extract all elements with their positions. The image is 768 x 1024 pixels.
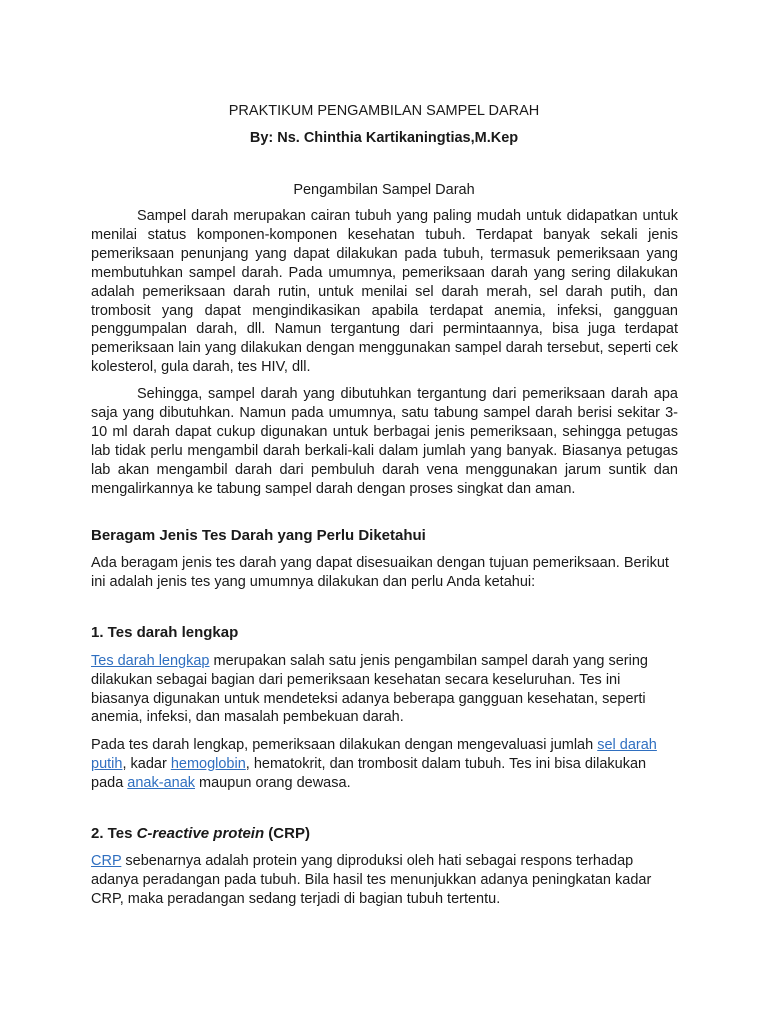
link-sel-darah-putih-1[interactable]: sel darah <box>597 737 657 753</box>
text: maupun orang dewasa. <box>195 774 351 791</box>
intro-heading: Pengambilan Sampel Darah <box>293 182 475 198</box>
link-tes-darah-lengkap[interactable]: Tes darah lengkap <box>91 653 210 669</box>
section-line-2: ini adalah jenis tes yang umumnya dilakukan dan perlu Anda ketahui: <box>91 573 536 590</box>
test1-paragraph-2 <box>91 736 691 792</box>
text: , hematokrit, dan trombosit dalam tubuh. Tes ini bisa dilakukan <box>245 755 647 772</box>
link-hemoglobin[interactable]: hemoglobin <box>170 755 246 772</box>
text: C-reactive protein <box>136 825 265 842</box>
document-title: PRAKTIKUM PENGAMBILAN SAMPEL DARAH <box>228 103 540 119</box>
text: dilakukan sebagai bagian dari pemeriksaan kesehatan secara keseluruhan. Tes ini <box>91 671 621 688</box>
section-line-1: Ada beragam jenis tes darah yang dapat disesuaikan dengan tujuan pemeriksaan. Berikut <box>91 555 669 571</box>
link-sel-darah-putih-2[interactable]: putih <box>91 755 123 772</box>
section-paragraph <box>91 554 691 592</box>
test2-heading <box>91 824 691 844</box>
intro-paragraph-1: Sampel darah merupakan cairan tubuh yang paling mudah untuk didapatkan untuk menilai status komponen-komponen kesehatan tubuh. Terdapat banyak sekali jenis pemeriksaan penunjang yang dapat dilakukan pada tubuh, termasuk pemeriksaan yang membutuhkan sampel darah. Pada umumnya, pemeriksaan darah yang sering dilakukan adalah pemeriksaan darah rutin, untuk menilai sel darah merah, sel darah putih, dan trombosit yang dapat mengindikasikan apabila terdapat anemia, infeksi, gangguan penggumpalan darah, dll. Namun tergantung dari permintaannya, bisa juga terdapat pemeriksaan lain yang dilakukan dengan menggunakan sampel darah tersebut, seperti cek kolesterol, gula darah, tes HIV, dll. <box>91 208 678 376</box>
text: CRP, maka peradangan sedang terjadi di bagian tubuh tertentu. <box>91 890 501 907</box>
text: (CRP) <box>264 825 310 842</box>
text: , kadar <box>122 755 171 772</box>
test2-paragraph <box>91 852 691 908</box>
document-author: By: Ns. Chinthia Kartikaningtias,M.Kep <box>249 130 519 146</box>
test1-heading: 1. Tes darah lengkap <box>91 624 239 641</box>
test1-paragraph-1 <box>91 652 691 727</box>
text: sebenarnya adalah protein yang diproduksi oleh hati sebagai respons terhadap <box>121 853 634 869</box>
link-anak-anak[interactable]: anak-anak <box>127 774 196 791</box>
text: 2. Tes <box>91 825 137 842</box>
text: merupakan salah satu jenis pengambilan sampel darah yang sering <box>209 653 648 669</box>
text: Pada tes darah lengkap, pemeriksaan dilakukan dengan mengevaluasi jumlah <box>91 737 598 753</box>
text: pada <box>91 774 128 791</box>
intro-paragraph-2: Sehingga, sampel darah yang dibutuhkan tergantung dari pemeriksaan darah apa saja yang dibutuhkan. Namun pada umumnya, satu tabung sampel darah berisi sekitar 3-10 ml darah dapat cukup digunakan untuk berbagai jenis pemeriksaan, sehingga petugas lab tidak perlu mengambil darah berkali-kali dalam jumlah yang banyak. Biasanya petugas lab akan mengambil darah dari pembuluh darah vena menggunakan jarum suntik dan mengalirkannya ke tabung sampel darah dengan proses singkat dan aman. <box>91 386 678 497</box>
text: anemia, infeksi, dan masalah pembekuan darah. <box>91 709 404 726</box>
intro-body <box>91 207 678 507</box>
link-crp[interactable]: CRP <box>91 853 122 869</box>
text: biasanya digunakan untuk mendeteksi adanya beberapa gangguan kesehatan, seperti <box>91 690 646 707</box>
section-heading: Beragam Jenis Tes Darah yang Perlu Diketahui <box>91 527 426 544</box>
text: adanya peradangan pada tubuh. Bila hasil tes menunjukkan adanya peningkatan kadar <box>91 871 652 888</box>
